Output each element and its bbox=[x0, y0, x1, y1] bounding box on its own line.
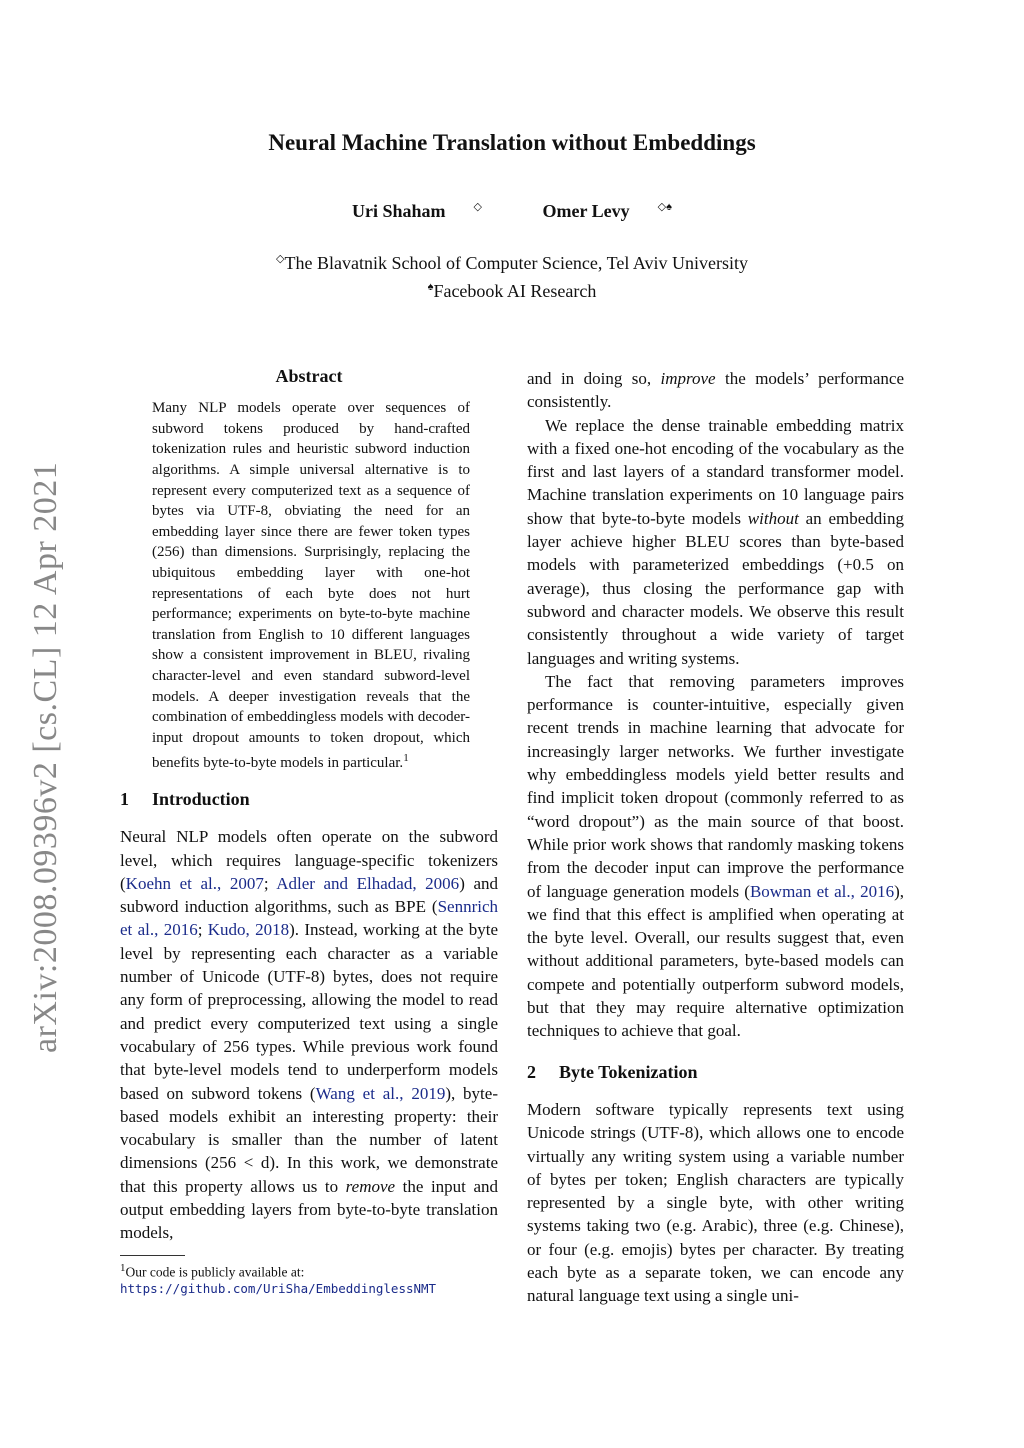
code-url-link[interactable]: https://github.com/UriSha/EmbeddinglessNMT bbox=[120, 1281, 437, 1297]
citation-link[interactable]: Koehn et al., 2007 bbox=[125, 873, 264, 893]
paragraph: The fact that removing parameters improves performance is counter-intuitive, especially given recent trends in machine learning that advocate for increasingly larger networks. We further investigate why embeddingless models yield better results and find implicit token dropout (commonly referred to as “word dropout”) as the main source of that boost. While prior work shows that randomly masking tokens from the decoder input can improve the performance of language generation models (Bowman et al., 2016), we find that this effect is amplified when operating at the byte level. Overall, our results suggest that, even without additional parameters, byte-based models can compete and potentially outperform subword models, but that they may require alternative optimization techniques to achieve that goal. bbox=[527, 671, 904, 1041]
intro-continuation: and in doing so, improve the models’ performance consistently. bbox=[527, 369, 904, 412]
footnote-divider bbox=[120, 1255, 185, 1256]
author-list bbox=[0, 200, 1024, 222]
affiliation-1: ◇The Blavatnik School of Computer Science, Tel Aviv University bbox=[276, 253, 748, 273]
footnote-ref[interactable]: 1 bbox=[403, 752, 409, 765]
left-column bbox=[120, 365, 498, 1297]
section-heading-byte-tokenization: 2 Byte Tokenization bbox=[527, 1061, 698, 1082]
citation-link[interactable]: Bowman et al., 2016 bbox=[749, 881, 895, 901]
right-column bbox=[527, 367, 904, 1308]
citation-link[interactable]: Sennrich et al., 2016 bbox=[120, 897, 498, 940]
paragraph: We replace the dense trainable embedding matrix with a fixed one-hot encoding of the vocabulary as the first and last layers of a standard transformer model. Machine translation experiments on 10 language pairs show that byte-to-byte models without an embedding layer achieve higher BLEU scores than byte-based models with parameterized embeddings (+0.5 on average), thus closing the performance gap with subword and character models. We observe this result consistently throughout a wide variety of target languages and writing systems. bbox=[527, 415, 904, 668]
paper-title: Neural Machine Translation without Embeddings bbox=[268, 130, 756, 155]
arxiv-stamp: arXiv:2008.09396v2 [cs.CL] 12 Apr 2021 bbox=[27, 461, 64, 1053]
author-2: Omer Levy ◇♠ bbox=[542, 201, 672, 221]
intro-paragraph: Neural NLP models often operate on the subword level, which requires language-specific tokenizers (Koehn et al., 2007; Adler and Elhadad, 2006) and subword induction algorithms, such as BPE (Sennrich et al., 2016; Kudo, 2018). Instead, working at the byte level by representing each character as a variable number of Unicode (UTF-8) bytes, does not require any form of preprocessing, allowing the model to read and predict every computerized text using a single vocabulary of 256 types. While previous work found that byte-level models tend to underperform models based on subword tokens (Wang et al., 2019), byte-based models exhibit an interesting property: their vocabulary is smaller than the number of latent dimensions (256 < d). In this work, we demonstrate that this property allows us to remove the input and output embedding layers from byte-to-byte translation models, bbox=[120, 827, 498, 1243]
abstract-heading: Abstract bbox=[275, 366, 343, 386]
affiliation-2: ♠Facebook AI Research bbox=[427, 281, 597, 301]
footnote: $^1$Our code is publicly available at: https://github.com/UriSha/EmbeddinglessNMT bbox=[120, 1261, 437, 1297]
paragraph: Modern software typically represents text using Unicode strings (UTF-8), which allows one to encode virtually any writing system using a variable number of bytes per token; English characters are typically represented by a single byte, with other writing systems taking two (e.g. Arabic), three (e.g. Chinese), or four (e.g. emojis) bytes per character. By treating each byte as a separate token, we can encode any natural language text using a single uni- bbox=[527, 1099, 904, 1306]
author-1: Uri Shaham ◇ bbox=[352, 201, 482, 221]
section-heading-introduction: 1 Introduction bbox=[120, 788, 250, 809]
affiliations bbox=[0, 247, 1024, 303]
citation-link[interactable]: Kudo, 2018 bbox=[207, 920, 290, 940]
citation-link[interactable]: Wang et al., 2019 bbox=[315, 1083, 446, 1103]
citation-link[interactable]: Adler and Elhadad, 2006 bbox=[276, 873, 460, 893]
abstract-body: Many NLP models operate over sequences of subword tokens produced by hand-crafted tokenization rules and heuristic subword induction algorithms. A simple universal alternative is to represent every computerized text as a sequence of bytes via UTF-8, obviating the need for an embedding layer since there are fewer token types (256) than dimensions. Surprisingly, replacing the ubiquitous embedding layer with one-hot representations of each byte does not hurt performance; experiments on byte-to-byte machine translation from English to 10 different languages show a consistent improvement in BLEU, rivaling character-level and even standard subword-level models. A deeper investigation reveals that the combination of embeddingless models with decoder-input dropout amounts to token dropout, which benefits byte-to-byte models in particular.$^1$ bbox=[152, 400, 470, 772]
